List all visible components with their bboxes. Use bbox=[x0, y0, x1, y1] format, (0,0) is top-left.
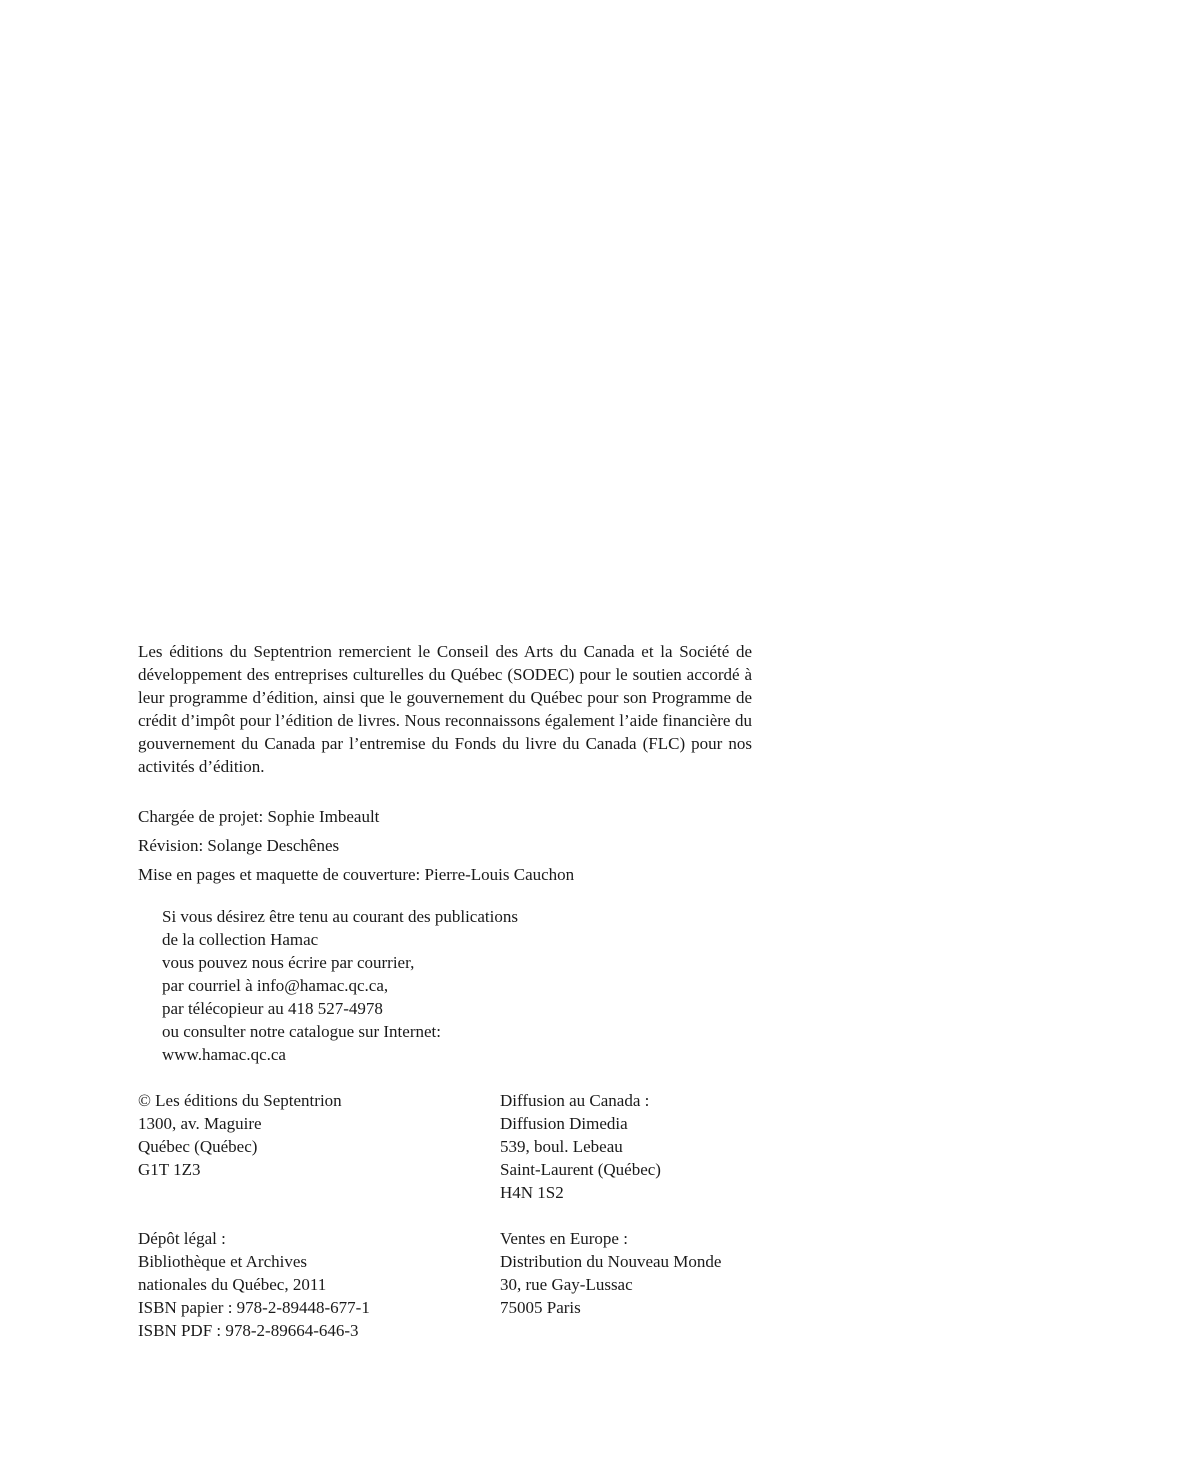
canada-distributor-postal-code: H4N 1S2 bbox=[500, 1183, 564, 1202]
europe-sales-heading: Ventes en Europe : bbox=[500, 1229, 628, 1248]
notice-line: Si vous désirez être tenu au courant des publications bbox=[162, 907, 518, 926]
canada-distributor-city: Saint-Laurent (Québec) bbox=[500, 1160, 661, 1179]
notice-line: ou consulter notre catalogue sur Internet: bbox=[162, 1022, 441, 1041]
notice-website-link[interactable]: www.hamac.qc.ca bbox=[162, 1045, 286, 1064]
spacer bbox=[138, 1181, 370, 1204]
publisher-street: 1300, av. Maguire bbox=[138, 1114, 262, 1133]
legal-deposit-line: Bibliothèque et Archives bbox=[138, 1252, 308, 1271]
distribution-column bbox=[500, 1089, 721, 1319]
isbn-pdf: ISBN PDF : 978-2-89664-646-3 bbox=[138, 1321, 359, 1340]
credit-layout-cover: Mise en pages et maquette de couverture: Pierre-Louis Cauchon bbox=[138, 865, 575, 884]
notice-fax-line: par télécopieur au 418 527-4978 bbox=[162, 999, 383, 1018]
notice-email-line: par courriel à info@hamac.qc.ca, bbox=[162, 976, 389, 995]
credit-project-manager: Chargée de projet: Sophie Imbeault bbox=[138, 807, 380, 826]
legal-deposit-line: nationales du Québec, 2011 bbox=[138, 1275, 327, 1294]
spacer bbox=[500, 1204, 721, 1227]
publisher-address bbox=[138, 1089, 370, 1181]
credits-block bbox=[138, 802, 574, 889]
europe-distributor-name: Distribution du Nouveau Monde bbox=[500, 1252, 722, 1271]
legal-deposit-heading: Dépôt légal : bbox=[138, 1229, 226, 1248]
canada-distribution-heading: Diffusion au Canada : bbox=[500, 1091, 650, 1110]
canada-distributor-name: Diffusion Dimedia bbox=[500, 1114, 628, 1133]
legal-deposit bbox=[138, 1227, 370, 1342]
isbn-paper: ISBN papier : 978-2-89448-677-1 bbox=[138, 1298, 370, 1317]
acknowledgement-paragraph: Les éditions du Septentrion remercient le Conseil des Arts du Canada et la Société de développement des entreprises culturelles du Québec (SODEC) pour le soutien accordé à leur programme d’édition, ainsi que le gouvernement du Québec pour son Programme de crédit d’impôt pour l’édition de livres. Nous reconnaissons également l’aide financière du gouvernement du Canada par l’entremise du Fonds du livre du Canada (FLC) pour nos activités d’édition. bbox=[138, 642, 752, 776]
publisher-copyright: © Les éditions du Septentrion bbox=[138, 1091, 342, 1110]
canada-distributor-street: 539, boul. Lebeau bbox=[500, 1137, 623, 1156]
publisher-postal-code: G1T 1Z3 bbox=[138, 1160, 201, 1179]
canada-distribution bbox=[500, 1089, 721, 1204]
europe-sales bbox=[500, 1227, 721, 1319]
europe-distributor-city: 75005 Paris bbox=[500, 1298, 581, 1317]
europe-distributor-street: 30, rue Gay-Lussac bbox=[500, 1275, 633, 1294]
spacer bbox=[138, 1204, 370, 1227]
publisher-legal-column bbox=[138, 1089, 370, 1342]
publisher-city: Québec (Québec) bbox=[138, 1137, 258, 1156]
credit-revision: Révision: Solange Deschênes bbox=[138, 836, 340, 855]
notice-line: de la collection Hamac bbox=[162, 930, 319, 949]
notice-line: vous pouvez nous écrire par courrier, bbox=[162, 953, 415, 972]
subscription-notice bbox=[162, 905, 518, 1066]
